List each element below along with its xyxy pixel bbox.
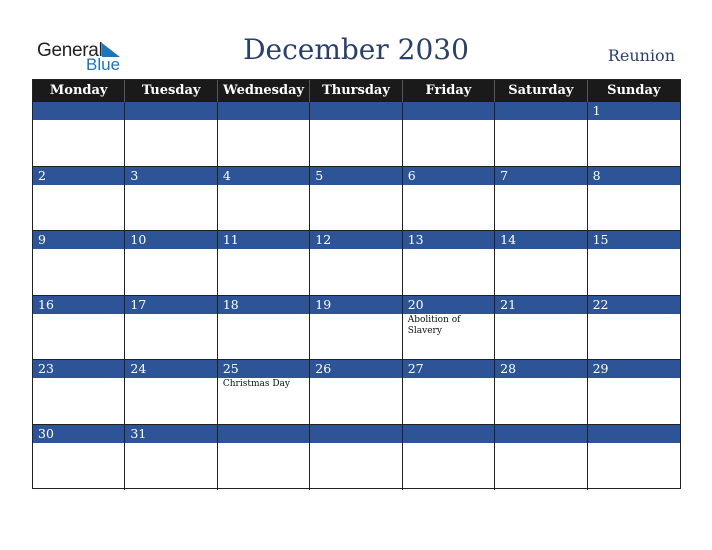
day-cell[interactable] [588,231,680,296]
day-number: 26 [310,360,401,378]
day-number: 17 [125,296,216,314]
day-cell[interactable] [403,167,495,232]
day-cell[interactable] [218,102,310,167]
day-cell[interactable] [403,231,495,296]
day-cell[interactable] [125,102,217,167]
day-cell[interactable] [125,167,217,232]
weekday-header-wednesday: Wednesday [218,80,310,102]
day-number: 14 [495,231,586,249]
weekday-header-saturday: Saturday [495,80,587,102]
calendar-grid [32,79,681,489]
day-number [125,102,216,120]
day-number: 4 [218,167,309,185]
day-cell[interactable] [218,425,310,490]
day-cell[interactable] [588,425,680,490]
day-number: 22 [588,296,680,314]
day-number: 16 [33,296,124,314]
day-number: 2 [33,167,124,185]
day-number [33,102,124,120]
calendar-week-row [33,296,680,361]
day-cell[interactable] [33,167,125,232]
day-cell[interactable] [588,360,680,425]
calendar-week-row [33,167,680,232]
day-cell[interactable] [125,360,217,425]
day-cell[interactable] [310,102,402,167]
day-cell[interactable] [403,296,495,361]
day-number [218,425,309,443]
page-title: December 2030 [243,33,469,66]
day-number: 31 [125,425,216,443]
calendar-week-row [33,360,680,425]
calendar-week-row [33,231,680,296]
logo-general-text: General [37,40,103,61]
day-cell[interactable] [495,231,587,296]
day-number: 13 [403,231,494,249]
day-cell[interactable] [495,102,587,167]
day-number: 21 [495,296,586,314]
day-number: 18 [218,296,309,314]
day-number: 29 [588,360,680,378]
day-cell[interactable] [588,296,680,361]
day-number [495,425,586,443]
day-cell[interactable] [125,296,217,361]
day-number: 6 [403,167,494,185]
day-number: 27 [403,360,494,378]
day-cell[interactable] [33,425,125,490]
day-cell[interactable] [403,102,495,167]
day-cell[interactable] [33,296,125,361]
day-cell[interactable] [218,360,310,425]
day-number: 9 [33,231,124,249]
day-number [495,102,586,120]
day-cell[interactable] [310,296,402,361]
day-cell[interactable] [33,360,125,425]
day-number: 23 [33,360,124,378]
day-number: 28 [495,360,586,378]
day-cell[interactable] [495,360,587,425]
day-number: 10 [125,231,216,249]
day-number [310,102,401,120]
day-number: 8 [588,167,680,185]
day-cell[interactable] [218,296,310,361]
day-cell[interactable] [403,360,495,425]
weekday-header-sunday: Sunday [607,83,661,98]
weekday-header-friday: Friday [403,80,495,102]
day-cell[interactable] [33,231,125,296]
day-cell[interactable] [218,167,310,232]
weekday-header-monday: Monday [33,80,125,102]
day-cell[interactable] [588,167,680,232]
day-cell[interactable] [125,231,217,296]
calendar-weeks [33,102,680,490]
day-number: 19 [310,296,401,314]
day-cell[interactable] [495,425,587,490]
day-cell[interactable] [218,231,310,296]
day-cell[interactable] [310,167,402,232]
day-cell[interactable] [310,231,402,296]
weekday-header-row [33,80,680,102]
day-number [310,425,401,443]
day-cell[interactable] [495,296,587,361]
day-cell[interactable] [588,102,680,167]
logo-blue-text: Blue [86,55,121,74]
day-cell[interactable] [125,425,217,490]
day-number: 15 [588,231,680,249]
day-cell[interactable] [310,425,402,490]
day-number: 25 [218,360,309,378]
day-number [403,102,494,120]
day-number: 3 [125,167,216,185]
calendar-week-row [33,425,680,490]
day-number: 24 [125,360,216,378]
day-number: 12 [310,231,401,249]
day-cell[interactable] [495,167,587,232]
day-number: 11 [218,231,309,249]
day-number [588,425,680,443]
calendar-week-row [33,102,680,167]
day-number [403,425,494,443]
day-cell[interactable] [310,360,402,425]
day-number: 30 [33,425,124,443]
weekday-header-thursday: Thursday [310,80,402,102]
day-number: 1 [588,102,680,120]
day-cell[interactable] [403,425,495,490]
day-number: 20 [403,296,494,314]
holiday-label: Christmas Day [222,379,290,390]
region-label: Reunion [607,46,675,65]
day-number [218,102,309,120]
day-cell[interactable] [33,102,125,167]
day-number: 5 [310,167,401,185]
holiday-label: Abolition of Slavery [407,314,461,336]
weekday-header-tuesday: Tuesday [125,80,217,102]
day-number: 7 [495,167,586,185]
